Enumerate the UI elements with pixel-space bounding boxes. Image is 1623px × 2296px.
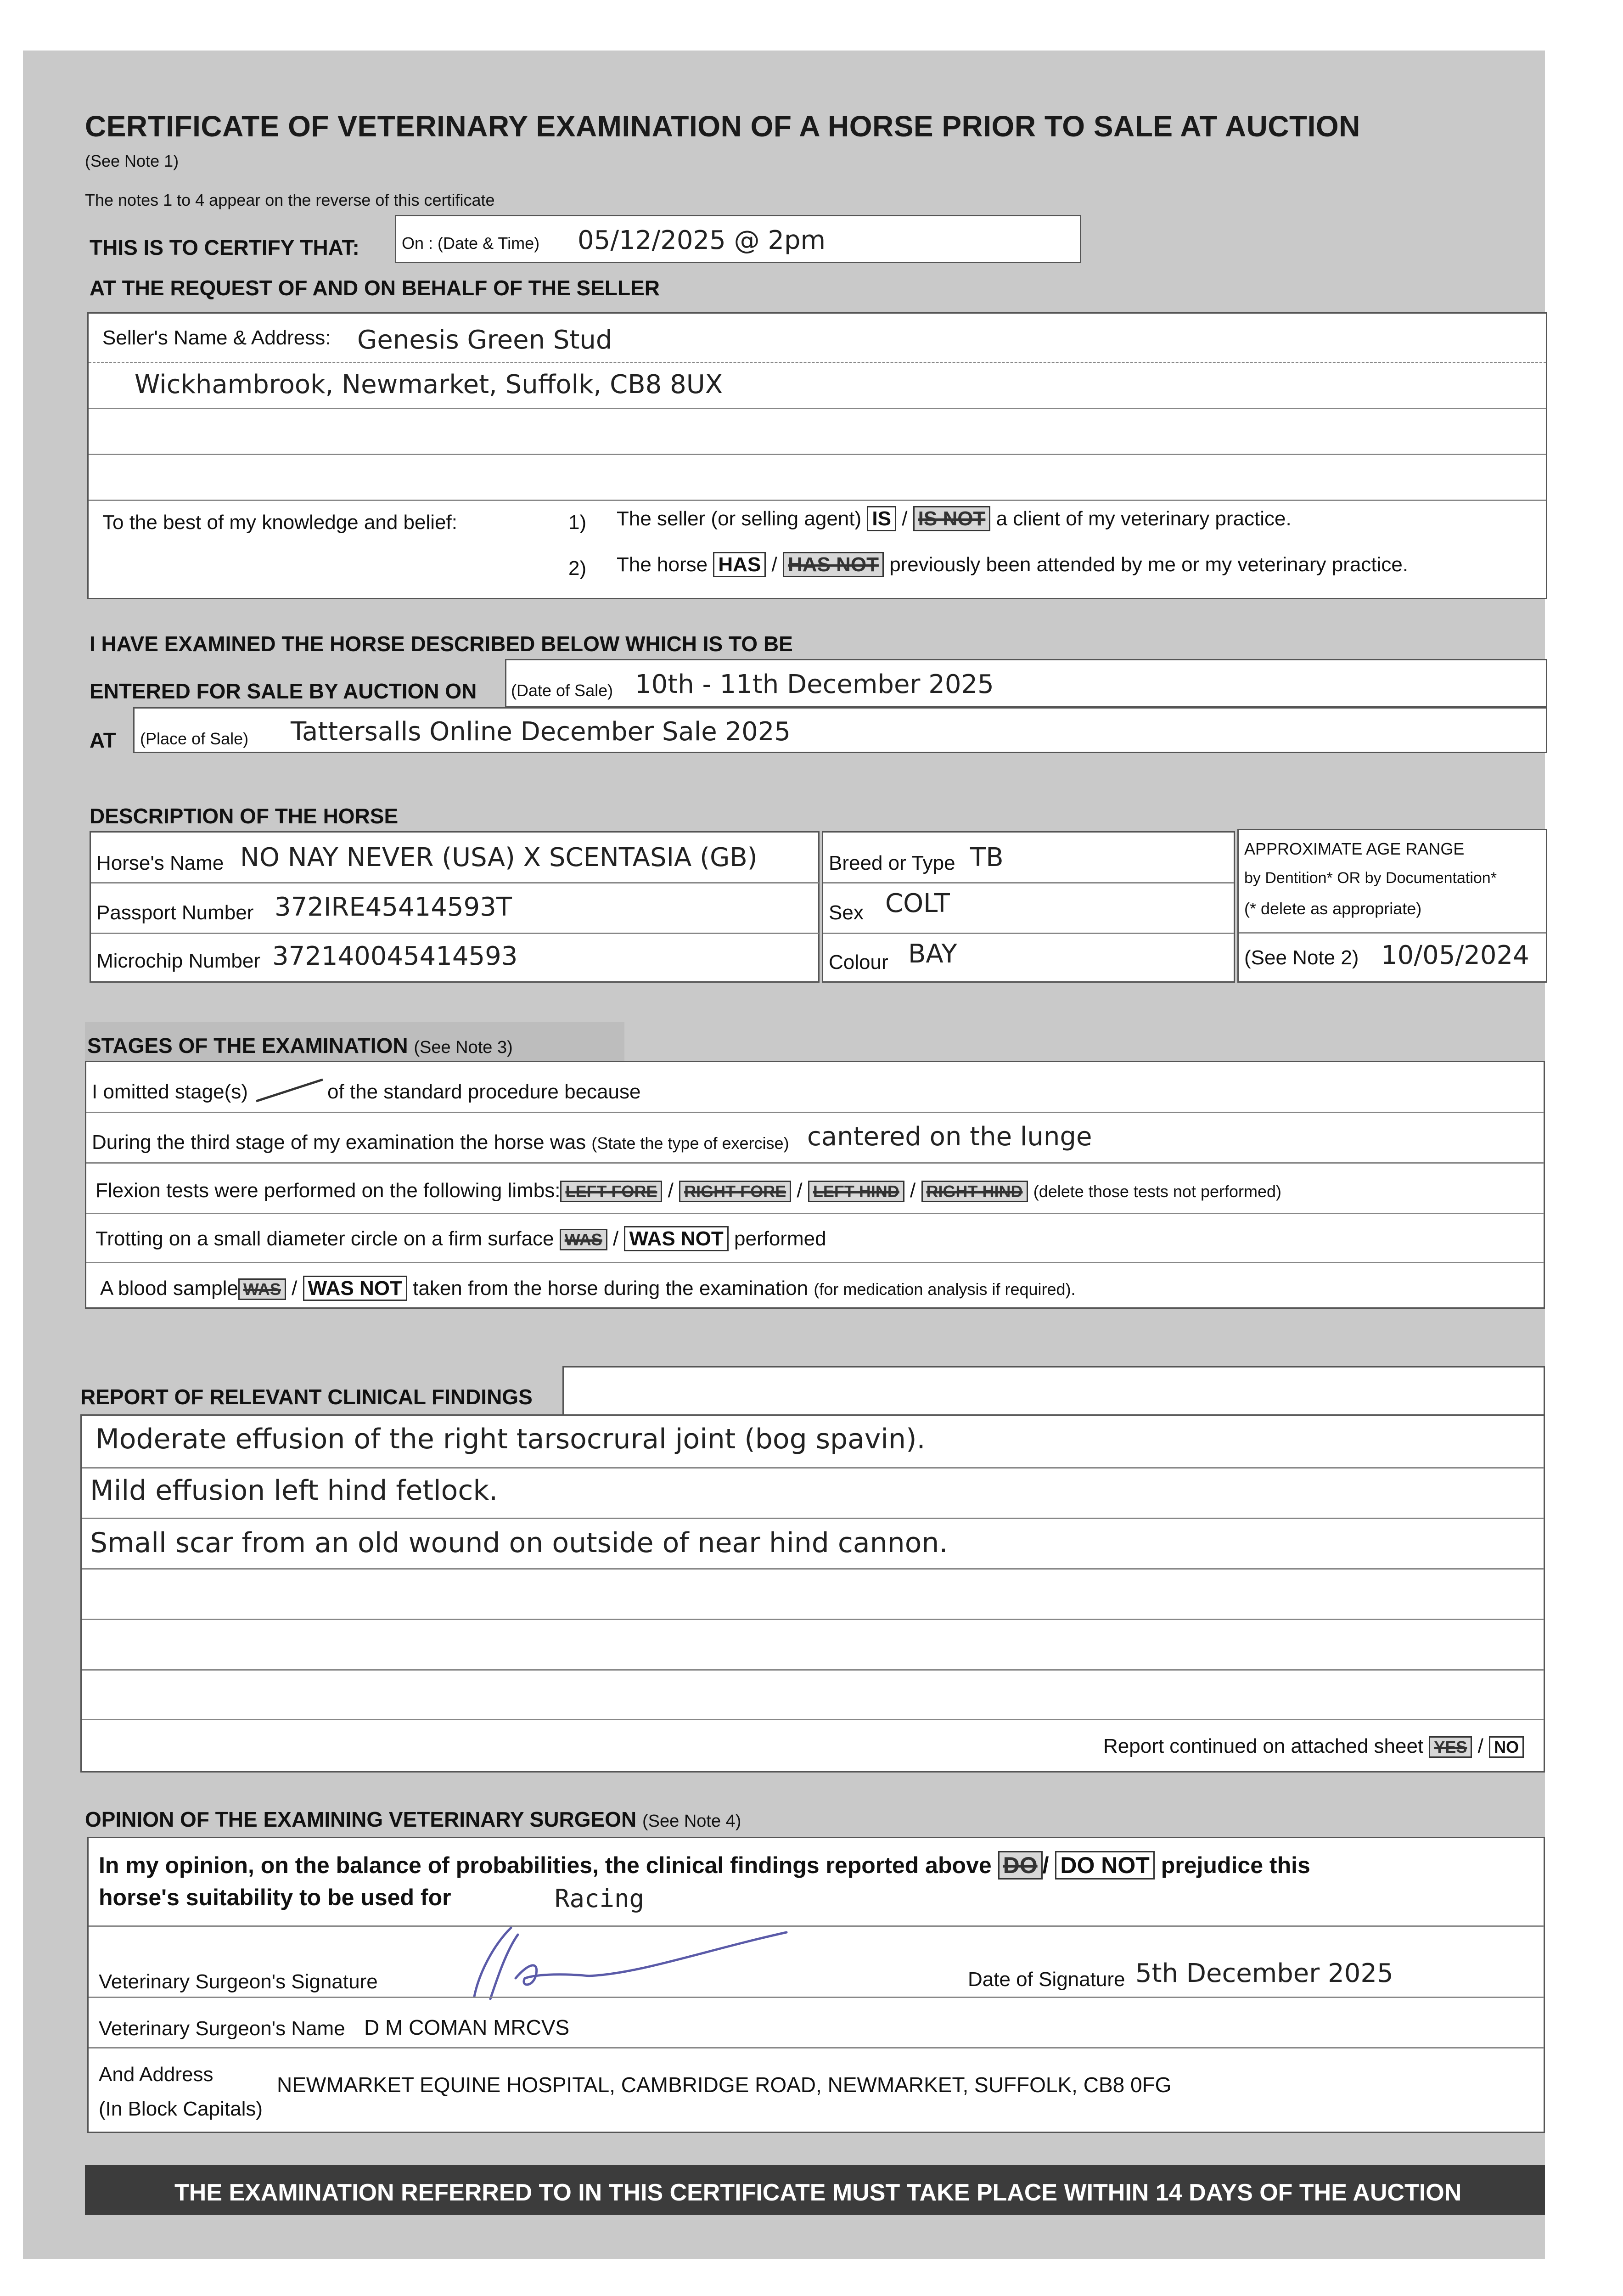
address-label-b: (In Block Capitals) bbox=[99, 2098, 263, 2120]
opinion-text-a: In my opinion, on the balance of probabilities, the clinical findings reported above bbox=[99, 1852, 992, 1878]
breed-value: TB bbox=[970, 843, 1004, 872]
report-rule-2 bbox=[82, 1518, 1544, 1519]
statement-1-tail: a client of my veterinary practice. bbox=[996, 507, 1292, 530]
stages-rule-4 bbox=[86, 1262, 1544, 1263]
horse-id-box bbox=[90, 831, 820, 983]
opinion-heading-text: OPINION OF THE EXAMINING VETERINARY SURGEON bbox=[85, 1807, 637, 1831]
flex-right-hind-option[interactable]: RIGHT HIND bbox=[921, 1181, 1028, 1202]
client-is-option[interactable]: IS bbox=[867, 506, 896, 531]
attended-has-not-option[interactable]: HAS NOT bbox=[783, 552, 884, 577]
trot-line: Trotting on a small diameter circle on a firm surface WAS / WAS NOT performed bbox=[95, 1227, 826, 1250]
date-time-field[interactable] bbox=[395, 215, 1081, 263]
trot-was-option[interactable]: WAS bbox=[560, 1229, 607, 1250]
report-rule-3 bbox=[82, 1568, 1544, 1570]
age-heading: APPROXIMATE AGE RANGE bbox=[1244, 839, 1465, 858]
seller-address-value: Wickhambrook, Newmarket, Suffolk, CB8 8UX bbox=[135, 370, 723, 400]
statement-1-text: The seller (or selling agent) bbox=[617, 507, 862, 530]
blood-line: A blood sample WAS / WAS NOT taken from the horse during the examination (for medication analysis if required). bbox=[100, 1277, 1076, 1300]
statement-2-num: 2) bbox=[568, 557, 587, 580]
omitted-stroke-icon bbox=[254, 1076, 327, 1103]
age-value: 10/05/2024 bbox=[1381, 940, 1529, 970]
opinion-text-b: prejudice this bbox=[1161, 1852, 1310, 1878]
seller-rule-1 bbox=[89, 362, 1546, 363]
signature-date-value: 5th December 2025 bbox=[1135, 1958, 1393, 1988]
slash: / bbox=[902, 507, 908, 530]
third-stage-label bbox=[92, 1131, 789, 1154]
at-label: AT bbox=[90, 728, 116, 752]
passport-label: Passport Number bbox=[96, 901, 254, 924]
omitted-label-a: I omitted stage(s) bbox=[92, 1080, 248, 1103]
flexion-line: Flexion tests were performed on the following limbs: LEFT FORE / RIGHT FORE / LEFT HIND / RIGHT HIND (delete those tests not performed) bbox=[95, 1179, 1282, 1202]
colour-label: Colour bbox=[829, 951, 888, 974]
report-rule-6 bbox=[82, 1719, 1544, 1720]
colour-value: BAY bbox=[908, 939, 957, 969]
report-continued: Report continued on attached sheet YES / NO bbox=[1103, 1735, 1524, 1758]
report-heading: REPORT OF RELEVANT CLINICAL FINDINGS bbox=[80, 1385, 533, 1409]
opinion-text-c: horse's suitability to be used for bbox=[99, 1885, 451, 1910]
statement-1 bbox=[617, 507, 1292, 530]
trot-was-not-option[interactable]: WAS NOT bbox=[624, 1226, 728, 1251]
third-stage-value: cantered on the lunge bbox=[807, 1122, 1092, 1152]
statement-1-num: 1) bbox=[568, 511, 587, 534]
seller-rule-3 bbox=[89, 454, 1546, 455]
trot-tail: performed bbox=[734, 1227, 826, 1250]
notes-line: The notes 1 to 4 appear on the reverse of this certificate bbox=[85, 191, 495, 209]
stages-rule-2 bbox=[86, 1162, 1544, 1164]
seller-name-value: Genesis Green Stud bbox=[357, 325, 612, 355]
opinion-rule-1 bbox=[89, 1925, 1544, 1927]
stages-rule-3 bbox=[86, 1213, 1544, 1214]
client-is-not-option[interactable]: IS NOT bbox=[913, 506, 991, 531]
date-of-sale-label: (Date of Sale) bbox=[511, 681, 613, 700]
breed-box bbox=[822, 831, 1235, 983]
statement-2 bbox=[617, 553, 1408, 576]
certify-label: THIS IS TO CERTIFY THAT: bbox=[90, 236, 359, 259]
seller-rule-2 bbox=[89, 408, 1546, 409]
breed-label: Breed or Type bbox=[829, 852, 955, 874]
report-heading-field bbox=[562, 1366, 1545, 1416]
horse-name-value: NO NAY NEVER (USA) X SCENTASIA (GB) bbox=[240, 843, 758, 872]
statement-2-text: The horse bbox=[617, 553, 708, 576]
flexion-label: Flexion tests were performed on the following limbs: bbox=[95, 1179, 561, 1202]
opinion-do-not-option[interactable]: DO NOT bbox=[1055, 1851, 1154, 1880]
report-rule-5 bbox=[82, 1669, 1544, 1671]
place-of-sale-value: Tattersalls Online December Sale 2025 bbox=[291, 717, 791, 747]
request-line: AT THE REQUEST OF AND ON BEHALF OF THE SELLER bbox=[90, 276, 660, 300]
opinion-use-value: Racing bbox=[555, 1884, 645, 1913]
on-value: 05/12/2025 @ 2pm bbox=[578, 225, 826, 255]
see-note-1: (See Note 1) bbox=[85, 152, 179, 170]
opinion-heading-note: (See Note 4) bbox=[642, 1812, 741, 1831]
statement-2-tail: previously been attended by me or my veterinary practice. bbox=[889, 553, 1409, 576]
third-stage-text: During the third stage of my examination the horse was bbox=[92, 1131, 586, 1154]
sex-label: Sex bbox=[829, 901, 864, 924]
signature-date-label: Date of Signature bbox=[968, 1968, 1125, 1991]
omitted-label-b: of the standard procedure because bbox=[327, 1080, 641, 1103]
age-note: (See Note 2) bbox=[1244, 946, 1359, 969]
opinion-heading bbox=[85, 1807, 741, 1832]
seller-rule-4 bbox=[89, 500, 1546, 501]
opinion-rule-3 bbox=[89, 2047, 1544, 2048]
report-rule-4 bbox=[82, 1619, 1544, 1620]
date-of-sale-value: 10th - 11th December 2025 bbox=[635, 670, 994, 699]
seller-box bbox=[87, 312, 1547, 599]
flex-right-fore-option[interactable]: RIGHT FORE bbox=[679, 1181, 791, 1202]
continued-yes-option[interactable]: YES bbox=[1429, 1736, 1472, 1758]
sex-value: COLT bbox=[885, 889, 950, 918]
opinion-line-1: In my opinion, on the balance of probabilities, the clinical findings reported above DO / DO NOT prejudice this bbox=[99, 1852, 1310, 1879]
entered-label: ENTERED FOR SALE BY AUCTION ON bbox=[90, 679, 477, 703]
seller-name-label: Seller's Name & Address: bbox=[102, 326, 331, 349]
address-label-a: And Address bbox=[99, 2063, 213, 2086]
on-label: On : (Date & Time) bbox=[402, 234, 540, 253]
report-box[interactable] bbox=[80, 1414, 1545, 1773]
slash: / bbox=[771, 553, 777, 576]
signature-image bbox=[447, 1923, 805, 2001]
opinion-box bbox=[87, 1837, 1545, 2133]
flex-left-fore-option[interactable]: LEFT FORE bbox=[560, 1181, 662, 1202]
vet-name-value: D M COMAN MRCVS bbox=[364, 2015, 570, 2039]
stages-heading-text: STAGES OF THE EXAMINATION bbox=[87, 1034, 408, 1058]
blood-was-not-option[interactable]: WAS NOT bbox=[303, 1276, 407, 1301]
stages-box bbox=[85, 1061, 1545, 1309]
continued-no-option[interactable]: NO bbox=[1489, 1736, 1524, 1758]
age-delete: (* delete as appropriate) bbox=[1244, 899, 1422, 918]
report-continued-label: Report continued on attached sheet bbox=[1103, 1735, 1424, 1757]
microchip-value: 372140045414593 bbox=[272, 941, 518, 971]
description-heading: DESCRIPTION OF THE HORSE bbox=[90, 804, 399, 828]
blood-tail: taken from the horse during the examination bbox=[413, 1277, 809, 1300]
trot-label: Trotting on a small diameter circle on a firm surface bbox=[95, 1227, 554, 1250]
flexion-tail: (delete those tests not performed) bbox=[1033, 1182, 1282, 1201]
opinion-rule-2 bbox=[89, 1997, 1544, 1998]
examined-line: I HAVE EXAMINED THE HORSE DESCRIBED BELOW WHICH IS TO BE bbox=[90, 632, 793, 656]
passport-value: 372IRE45414593T bbox=[275, 892, 512, 922]
age-rule bbox=[1239, 932, 1546, 934]
attended-has-option[interactable]: HAS bbox=[713, 552, 766, 577]
signature-label: Veterinary Surgeon's Signature bbox=[99, 1970, 378, 1993]
third-stage-hint: (State the type of exercise) bbox=[591, 1134, 789, 1153]
flex-left-hind-option[interactable]: LEFT HIND bbox=[808, 1181, 904, 1202]
breed-rule-2 bbox=[823, 933, 1234, 934]
age-by: by Dentition* OR by Documentation* bbox=[1244, 869, 1497, 887]
vet-address-value: NEWMARKET EQUINE HOSPITAL, CAMBRIDGE ROAD, NEWMARKET, SUFFOLK, CB8 0FG bbox=[277, 2073, 1172, 2097]
stages-heading bbox=[87, 1033, 513, 1058]
stages-heading-note: (See Note 3) bbox=[414, 1038, 513, 1057]
stages-rule-1 bbox=[86, 1112, 1544, 1113]
report-line-2: Mild effusion left hind fetlock. bbox=[90, 1474, 498, 1507]
footer-banner-text: THE EXAMINATION REFERRED TO IN THIS CERTIFICATE MUST TAKE PLACE WITHIN 14 DAYS OF THE AUCTION bbox=[174, 2179, 1462, 2206]
blood-hint: (for medication analysis if required). bbox=[814, 1280, 1076, 1299]
place-of-sale-label: (Place of Sale) bbox=[140, 729, 249, 748]
belief-label: To the best of my knowledge and belief: bbox=[102, 511, 457, 534]
microchip-label: Microchip Number bbox=[96, 950, 260, 972]
blood-was-option[interactable]: WAS bbox=[238, 1278, 286, 1300]
age-box bbox=[1237, 829, 1547, 983]
blood-label: A blood sample bbox=[100, 1277, 238, 1300]
horse-rule-2 bbox=[91, 933, 819, 934]
horse-name-label: Horse's Name bbox=[96, 852, 224, 874]
report-line-1: Moderate effusion of the right tarsocrural joint (bog spavin). bbox=[95, 1423, 926, 1455]
certificate-title: CERTIFICATE OF VETERINARY EXAMINATION OF A HORSE PRIOR TO SALE AT AUCTION bbox=[85, 110, 1360, 143]
footer-banner bbox=[85, 2165, 1545, 2215]
date-of-sale-field[interactable] bbox=[505, 659, 1547, 707]
opinion-do-option[interactable]: DO bbox=[998, 1851, 1043, 1880]
horse-rule-1 bbox=[91, 882, 819, 884]
report-rule-1 bbox=[82, 1467, 1544, 1469]
breed-rule-1 bbox=[823, 882, 1234, 884]
report-line-3: Small scar from an old wound on outside of near hind cannon. bbox=[90, 1527, 948, 1559]
place-of-sale-field[interactable] bbox=[133, 707, 1547, 753]
vet-name-label: Veterinary Surgeon's Name bbox=[99, 2017, 345, 2040]
